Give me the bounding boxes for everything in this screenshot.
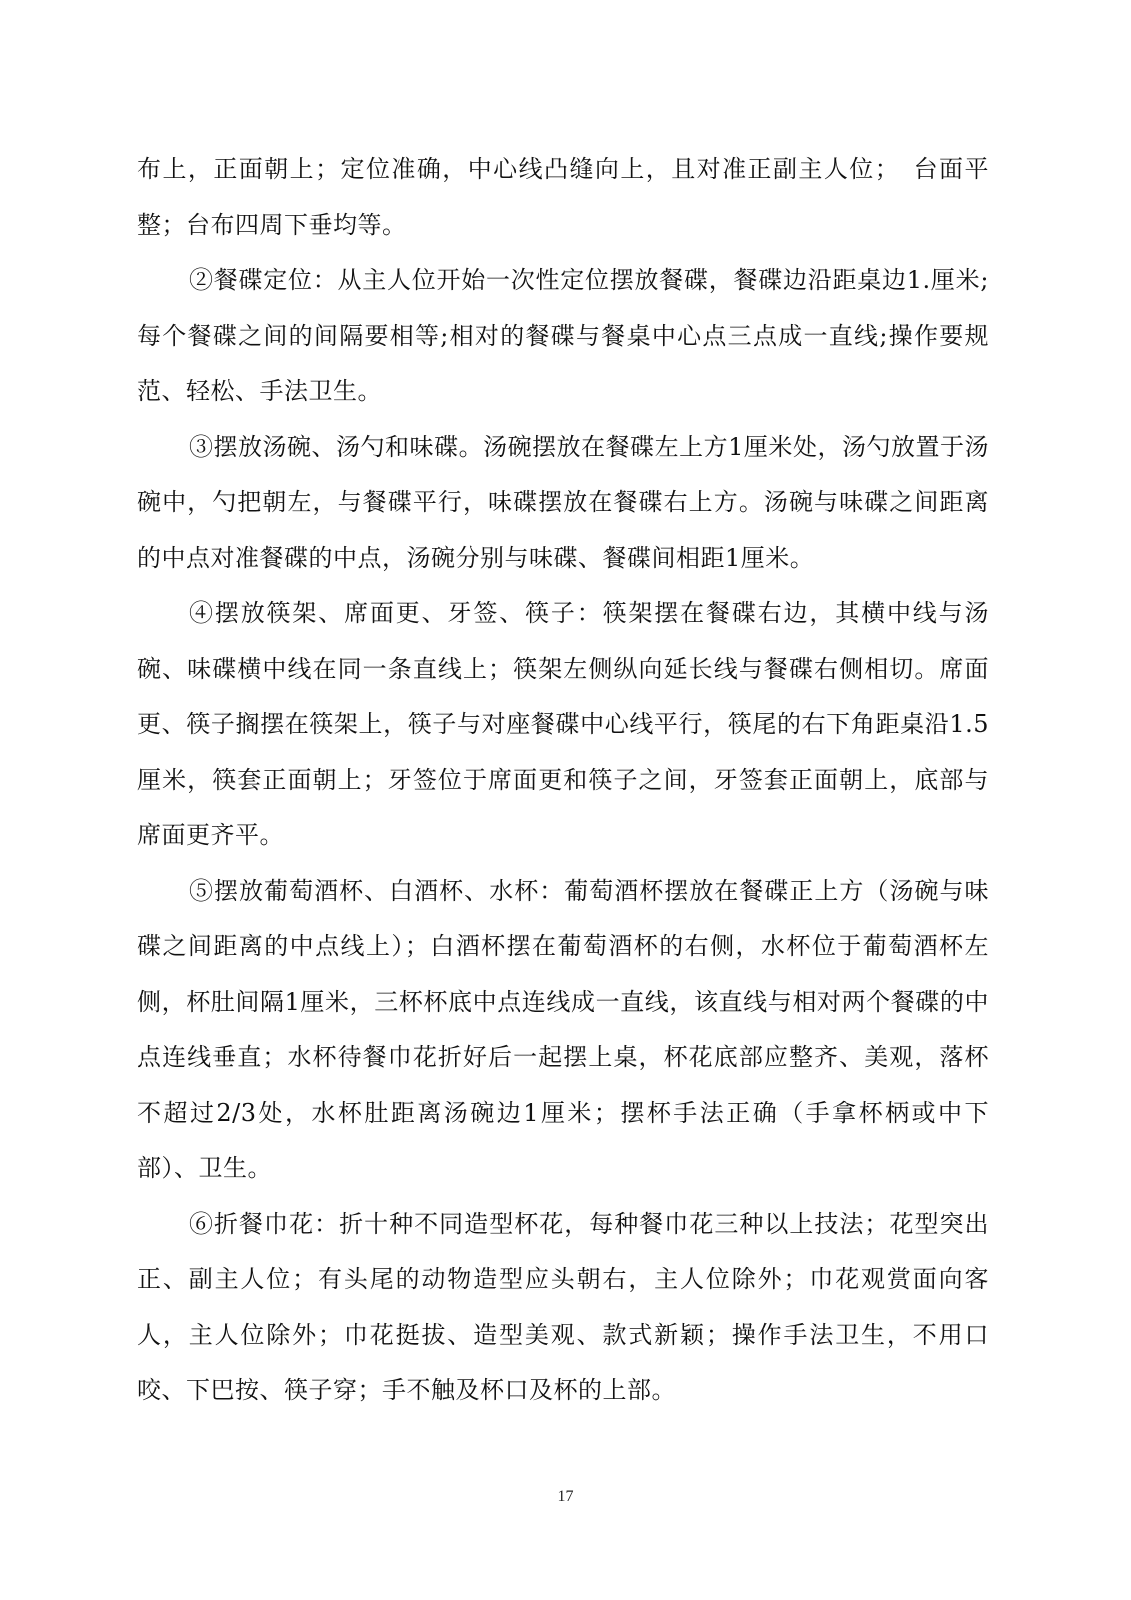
paragraph-plate-positioning: ②餐碟定位：从主人位开始一次性定位摆放餐碟，餐碟边沿距桌边1.厘米;每个餐碟之间的间隔要相等;相对的餐碟与餐桌中心点三点成一直线;操作要规范、轻松、手法卫生。 [137, 266, 989, 405]
paragraph-wine-glasses: ⑤摆放葡萄酒杯、白酒杯、水杯：葡萄酒杯摆放在餐碟正上方（汤碗与味碟之间距离的中点线上）；白酒杯摆在葡萄酒杯的右侧，水杯位于葡萄酒杯左侧，杯肚间隔1厘米，三杯杯底中点连线成一直线，该直线与相对两个餐碟的中点连线垂直；水杯待餐巾花折好后一起摆上桌，杯花底部应整齐、美观，落杯不超过2/3处，水杯肚距离汤碗边1厘米；摆杯手法正确（手拿杯柄或中下部）、卫生。 [137, 876, 989, 1182]
paragraph-tablecloth-continued: 布上，正面朝上；定位准确，中心线凸缝向上，且对准正副主人位； 台面平整；台布四周下垂均等。 [137, 155, 989, 239]
paragraph-napkin-folding: ⑥折餐巾花：折十种不同造型杯花，每种餐巾花三种以上技法；花型突出正、副主人位；有头尾的动物造型应头朝右，主人位除外；巾花观赏面向客人，主人位除外；巾花挺拔、造型美观、款式新颖；操作手法卫生，不用口咬、下巴按、筷子穿；手不触及杯口及杯的上部。 [137, 1209, 989, 1404]
paragraph-chopstick-rest-chopsticks: ④摆放筷架、席面更、牙签、筷子：筷架摆在餐碟右边，其横中线与汤碗、味碟横中线在同一条直线上；筷架左侧纵向延长线与餐碟右侧相切。席面更、筷子搁摆在筷架上，筷子与对座餐碟中心线平行，筷尾的右下角距桌沿1.5厘米，筷套正面朝上；牙签位于席面更和筷子之间，牙签套正面朝上，底部与席面更齐平。 [137, 599, 989, 849]
body-text [137, 142, 989, 1419]
page-number: 17 [557, 1488, 574, 1505]
paragraph-soup-bowl-spoon-dish: ③摆放汤碗、汤勺和味碟。汤碗摆放在餐碟左上方1厘米处，汤勺放置于汤碗中，勺把朝左，与餐碟平行，味碟摆放在餐碟右上方。汤碗与味碟之间距离的中点对准餐碟的中点，汤碗分别与味碟、餐碟间相距1厘米。 [137, 432, 989, 572]
